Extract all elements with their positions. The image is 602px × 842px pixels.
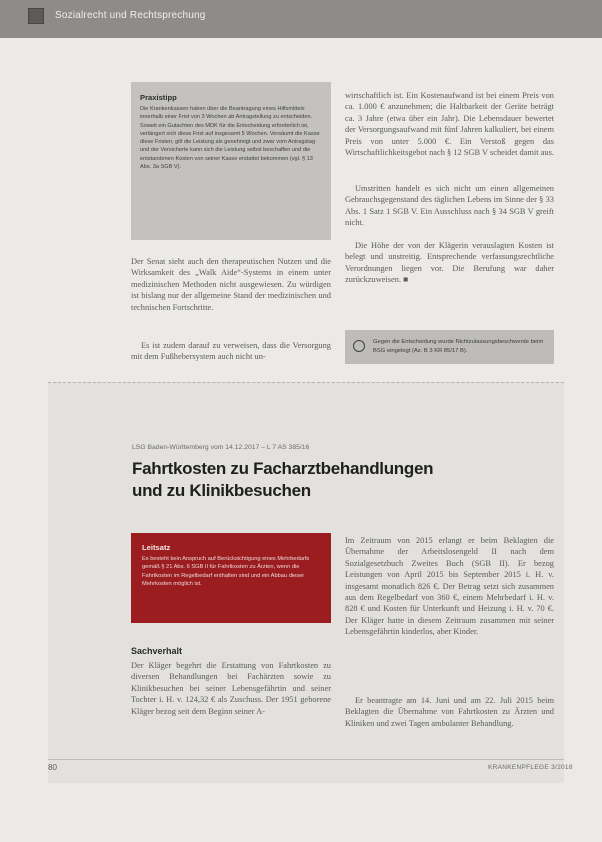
right-column-paragraph-1: wirtschaftlich ist. Ein Kostenaufwand ist bei einem Preis von ca. 1.000 € anzunehmen; die Haltbarkeit der Geräte beträgt ca. 3 Jahre (etwa über ein Jahr). Die Lebensdauer bewertet der Versorgungsaufwand mit fünf Jahren kalkuliert, bei einem Preis von unter 5.000 €. Ein Verstoß gegen das Wirtschaftlichkeitsgebot nach § 12 SGB V scheidet damit aus.	[345, 91, 554, 158]
left-column-paragraph-2: Es ist zudem darauf zu verweisen, dass die Versorgung mit dem Fußhebersystem auch nicht un-	[131, 341, 331, 362]
praxistipp-box	[131, 82, 331, 240]
appeal-note-box	[345, 330, 554, 364]
article-citation: LSG Baden-Württemberg vom 14.12.2017 – L 7 AS 385/16	[132, 444, 310, 451]
article-right-text-2: Er beantragte am 14. Juni und am 22. Juli 2015 beim Beklagten die Übernahme von Fahrtkosten zu Ärzten und Kliniken und zwei Tagen ambulanter Behandlung.	[345, 696, 554, 728]
article-right-text: Im Zeitraum von 2015 erlangt er beim Beklagten die Übernahme der Arbeitslosengeld II nach dem Sozialgesetzbuch Zweites Buch (SGB II). Er bezog Leistungen von April 2015 bis September 2015 i. H. v. insgesamt monatlich 826 €. Der Betrag setzt sich zusammen aus dem Regelbedarf von 360 €, einem Mehrbedarf i. H. v. 828 € und Kosten für Unterkunft und Heizung i. H. v. 70 €. Der Kläger hatte in diesem Zeitraum zusammen mit seiner Lebensgefährtin kinderlos, aber Kinder.	[345, 536, 554, 637]
info-circle-icon	[353, 340, 365, 352]
right-column-paragraph-2: Umstritten handelt es sich nicht um einen allgemeinen Gebrauchsgegenstand des täglichen Lebens im Sinne der § 33 Abs. 1 Satz 1 SGB V. Ein Ausschluss nach § 34 SGB V greift nicht.	[345, 184, 554, 228]
praxistipp-title: Praxistipp	[140, 93, 177, 102]
section-title: Sozialrecht und Rechtsprechung	[55, 10, 206, 21]
leitsatz-box	[131, 533, 331, 623]
journal-name: KRANKENPFLEGE 3/2018	[488, 764, 573, 771]
page-number: 80	[48, 763, 57, 772]
page-header	[0, 0, 602, 38]
appeal-note-text: Gegen die Entscheidung wurde Nichtzulassungsbeschwerde beim BSG eingelegt (Az. B 3 KR 85/17 B).	[373, 339, 544, 354]
sachverhalt-heading: Sachverhalt	[131, 646, 183, 656]
article-headline: Fahrtkosten zu Facharztbehandlungen und zu Klinikbesuchen	[132, 459, 434, 500]
left-column-paragraph-1: Der Senat sieht auch den therapeutischen Nutzen und die Wirksamkeit des „Walk Aide“-Systems in einem unter medizinischen Methoden nicht ausgewiesen. Zu würdigen ist bislang nur der allgemeine Stand der medizinischen und technischen Fortschritte.	[131, 257, 331, 312]
article-left-text: Der Kläger begehrt die Erstattung von Fahrtkosten zu diversen Behandlungen bei Fachärzten sowie zu Klinikbesuchen bei seiner Lebensgefährtin und seiner Tochter i. H. v. 124,32 € als Zuschuss. Der 1951 geborene Kläger bezog seit dem Beginn seiner A-	[131, 661, 331, 716]
right-column-paragraph-3: Die Höhe der von der Klägerin verauslagten Kosten ist belegt und unstreitig. Entsprechende verfassungsrechtliche Verordnungen liegen vor. Die Berufung war daher zurückzuweisen. ■	[345, 241, 554, 285]
leitsatz-body: Es besteht kein Anspruch auf Berücksichtigung eines Mehrbedarfs gemäß § 21 Abs. 6 SGB II für Fahrtkosten zu Ärzten, wenn die Fahrtkosten im Regelbedarf enthalten sind und ein Abbau dieser Mehrkosten möglich ist.	[142, 556, 310, 587]
footer-divider	[48, 759, 564, 760]
leitsatz-title: Leitsatz	[142, 543, 171, 552]
praxistipp-body: Die Krankenkassen haben über die Beantragung eines Hilfsmittels innerhalb einer Frist von 3 Wochen ab Antragstellung zu entscheiden. Soweit ein Gutachten des MDK für die Entscheidung erforderlich ist, verlängert sich diese Frist auf insgesamt 5 Wochen. Versäumt die Kasse diese Fristen, gilt die Leistung als genehmigt und zwar vom Antragstag und der Versicherte kann sich die Leistung selbst beschaffen und die entstandenen Kosten von seiner Kasse erstattet bekommen (vgl. § 13 Abs. 3a SGB V).	[140, 106, 320, 171]
section-square-icon	[28, 8, 44, 24]
